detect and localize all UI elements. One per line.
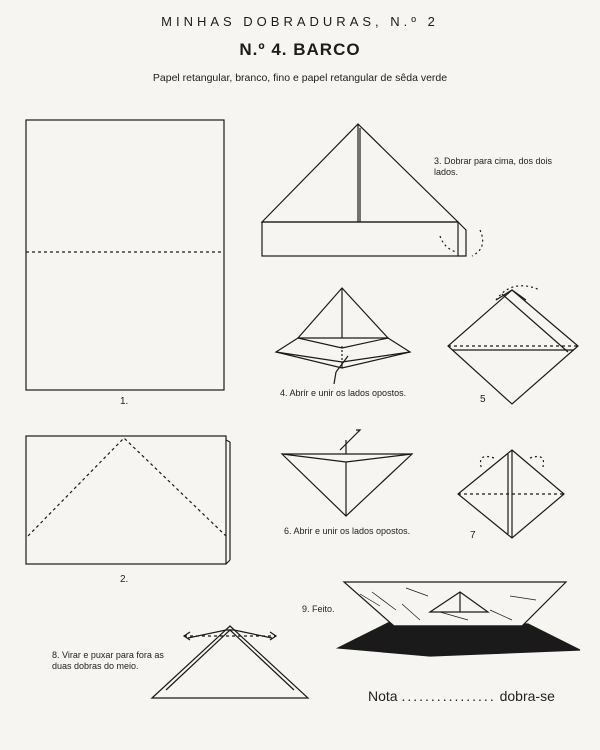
step-5-diagram bbox=[448, 286, 578, 404]
page-title: N.º 4. BARCO bbox=[239, 40, 361, 59]
note-dots: ................ bbox=[401, 688, 496, 704]
step-2-diagram bbox=[26, 436, 230, 564]
step-7-label: 7 bbox=[470, 530, 476, 541]
step-3-label: 3. Dobrar para cima, dos dois lados. bbox=[434, 156, 553, 177]
step-9-diagram bbox=[338, 582, 580, 656]
note-label: Nota bbox=[368, 688, 398, 704]
step-2-label: 2. bbox=[120, 574, 129, 585]
step-9-label: 9. Feito. bbox=[302, 604, 335, 614]
footer-note bbox=[368, 688, 555, 704]
step-4-diagram bbox=[276, 288, 410, 384]
step-7-diagram bbox=[458, 450, 564, 538]
series-title: MINHAS DOBRADURAS, N.º 2 bbox=[161, 14, 439, 29]
step-8-label: 8. Virar e puxar para fora as duas dobras do meio. bbox=[52, 650, 164, 671]
materials-subtitle: Papel retangular, branco, fino e papel retangular de sêda verde bbox=[152, 72, 448, 84]
step-1-diagram bbox=[26, 120, 224, 390]
note-text: dobra-se bbox=[499, 688, 555, 704]
step-6-label: 6. Abrir e unir os lados opostos. bbox=[284, 526, 411, 536]
step-6-diagram bbox=[282, 430, 412, 516]
step-5-label: 5 bbox=[480, 394, 486, 405]
step-4-label: 4. Abrir e unir os lados opostos. bbox=[280, 388, 407, 398]
step-3-diagram bbox=[262, 124, 483, 256]
step-1-label: 1. bbox=[120, 396, 129, 407]
